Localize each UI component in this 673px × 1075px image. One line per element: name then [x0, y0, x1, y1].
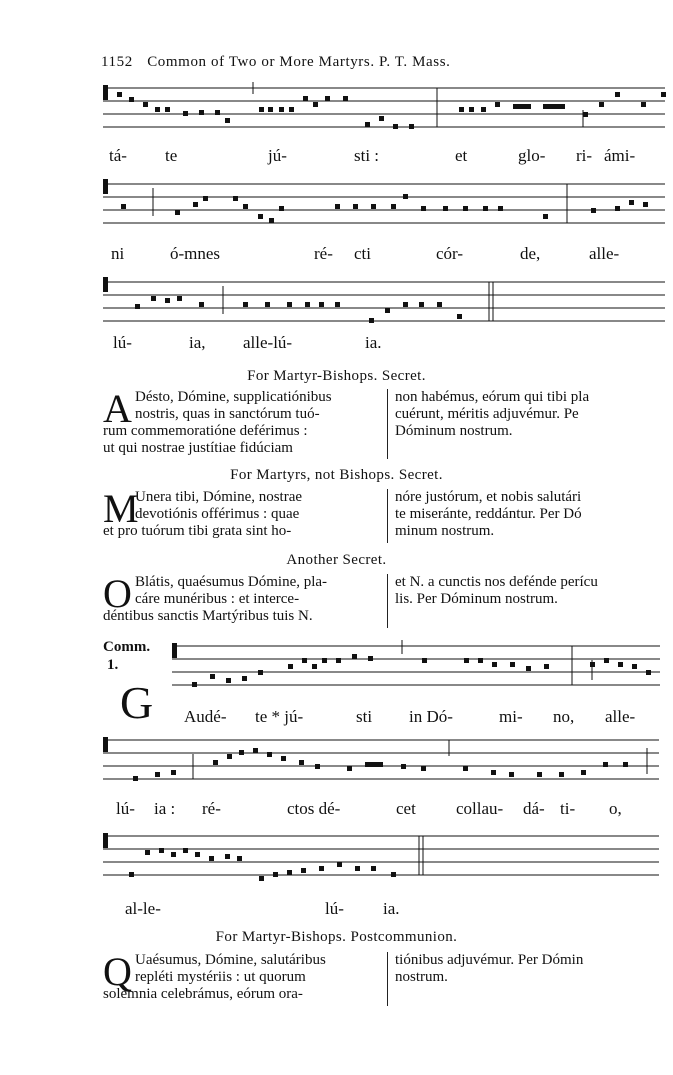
prayer-line: et N. a cunctis nos defénde perícu	[395, 574, 598, 590]
page-header	[101, 54, 661, 71]
prayer-line: rum commemoratióne deférimus :	[103, 423, 308, 439]
prayer-line: Uaésumus, Dómine, salutáribus	[135, 952, 326, 968]
syllable: cór-	[436, 244, 464, 263]
prayer-line: tiónibus adjuvémur. Per Dómin	[395, 952, 584, 968]
syllable: cti	[354, 244, 371, 263]
syllable: al-le-	[125, 899, 161, 918]
syllable: ré-	[202, 799, 221, 818]
syllable: ia :	[154, 799, 176, 818]
syllable: lú-	[116, 799, 135, 818]
syllable: sti	[356, 707, 373, 726]
syllable: te	[165, 146, 178, 165]
staff-lines-4	[172, 640, 660, 702]
syllable: no,	[553, 707, 575, 726]
chant-staff-4	[172, 640, 660, 702]
column-divider	[387, 574, 388, 628]
clef	[103, 85, 108, 100]
syllable: mi-	[499, 707, 523, 726]
section-heading: Another Secret.	[286, 552, 387, 568]
prayer-line: repléti mystériis : ut quorum	[135, 969, 306, 985]
communion-label-text: Comm.	[103, 639, 151, 655]
prayer-line: nostrum.	[395, 969, 448, 985]
syllable: te * jú-	[255, 707, 304, 726]
secret-prayer-martyrs	[103, 489, 663, 543]
syllable: ri-	[576, 146, 593, 165]
prayer-line: devotiónis offérimus : quae	[135, 506, 300, 522]
prayer-left-column	[103, 952, 383, 1003]
column-divider	[387, 952, 388, 1006]
prayer-line: Blátis, quaésumus Dómine, pla-	[135, 574, 328, 590]
another-secret-prayer	[103, 574, 663, 628]
syllable: dá-	[523, 799, 545, 818]
prayer-left-column	[103, 389, 383, 457]
page-number: 1152	[101, 54, 133, 70]
syllable: ia,	[189, 333, 206, 352]
communion-mode: 1.	[107, 657, 119, 673]
secret-prayer-bishops	[103, 389, 663, 459]
syllable: ré-	[314, 244, 333, 263]
drop-capital: Q	[103, 952, 132, 994]
syllable: jú-	[268, 146, 287, 165]
prayer-line: Unera tibi, Dómine, nostrae	[135, 489, 303, 505]
staff-lines-6	[103, 830, 659, 892]
chant-staff-6	[103, 830, 659, 892]
syllable: Audé-	[184, 707, 227, 726]
syllable: lú-	[325, 899, 344, 918]
syllable: ti-	[560, 799, 576, 818]
staff-lines-3	[103, 274, 665, 336]
prayer-line: non habémus, eórum qui tibi pla	[395, 389, 590, 405]
prayer-line: nóre justórum, et nobis salutári	[395, 489, 582, 505]
chant-staff-2	[103, 176, 665, 238]
section-heading: For Martyr-Bishops. Secret.	[247, 368, 426, 384]
syllable: o,	[609, 799, 622, 818]
syllable: collau-	[456, 799, 504, 818]
prayer-line: cáre munéribus : et interce-	[135, 591, 300, 607]
column-divider	[387, 489, 388, 543]
syllable: in Dó-	[409, 707, 453, 726]
prayer-left-column	[103, 574, 383, 625]
syllable: alle-	[589, 244, 620, 263]
syllable: et	[455, 146, 468, 165]
drop-capital: M	[103, 489, 139, 531]
staff-lines-5	[103, 734, 659, 796]
syllable: alle-lú-	[243, 333, 293, 352]
syllable: ó-mnes	[170, 244, 221, 263]
prayer-right-column	[395, 489, 670, 540]
prayer-line: Dóminum nostrum.	[395, 423, 513, 439]
syllable: ni	[111, 244, 125, 263]
syllable: lú-	[113, 333, 132, 352]
syllable: ia.	[383, 899, 400, 918]
prayer-line: nostris, quas in sanctórum tuó-	[135, 406, 320, 422]
section-heading: For Martyrs, not Bishops. Secret.	[230, 467, 443, 483]
communion-initial: G	[120, 677, 154, 728]
chant-staff-1	[103, 80, 665, 142]
postcommunion-prayer	[103, 952, 663, 1006]
prayer-right-column	[395, 952, 670, 986]
syllable: ctos dé-	[287, 799, 341, 818]
syllable: alle-	[605, 707, 636, 726]
prayer-line: minum nostrum.	[395, 523, 495, 539]
prayer-line: te miseránte, reddántur. Per Dó	[395, 506, 582, 522]
prayer-line: ut qui nostrae justítiae fidúciam	[103, 440, 293, 456]
syllable: glo-	[518, 146, 546, 165]
prayer-left-column	[103, 489, 383, 540]
chant-staff-5	[103, 734, 659, 796]
drop-capital: O	[103, 574, 132, 616]
communion-label	[103, 638, 150, 674]
drop-capital: A	[103, 389, 132, 431]
syllable: de,	[520, 244, 541, 263]
staff-lines-1	[103, 80, 665, 142]
syllable: tá-	[109, 146, 127, 165]
prayer-right-column	[395, 389, 670, 440]
prayer-line: déntibus sanctis Martýribus tuis N.	[103, 608, 313, 624]
chant-staff-3	[103, 274, 665, 336]
prayer-line: solémnia celebrámus, eórum ora-	[103, 986, 303, 1002]
syllable: ia.	[365, 333, 382, 352]
syllable: ámi-	[604, 146, 636, 165]
prayer-line: et pro tuórum tibi grata sint ho-	[103, 523, 292, 539]
prayer-line: lis. Per Dóminum nostrum.	[395, 591, 558, 607]
page-title: Common of Two or More Martyrs. P. T. Mass.	[147, 54, 451, 70]
staff-lines-2	[103, 176, 665, 238]
syllable: sti :	[354, 146, 380, 165]
prayer-line: cuérunt, méritis adjuvémur. Pe	[395, 406, 579, 422]
section-heading: For Martyr-Bishops. Postcommunion.	[215, 929, 458, 945]
syllable: cet	[396, 799, 416, 818]
prayer-right-column	[395, 574, 670, 608]
column-divider	[387, 389, 388, 459]
prayer-line: Désto, Dómine, supplicatiónibus	[135, 389, 332, 405]
